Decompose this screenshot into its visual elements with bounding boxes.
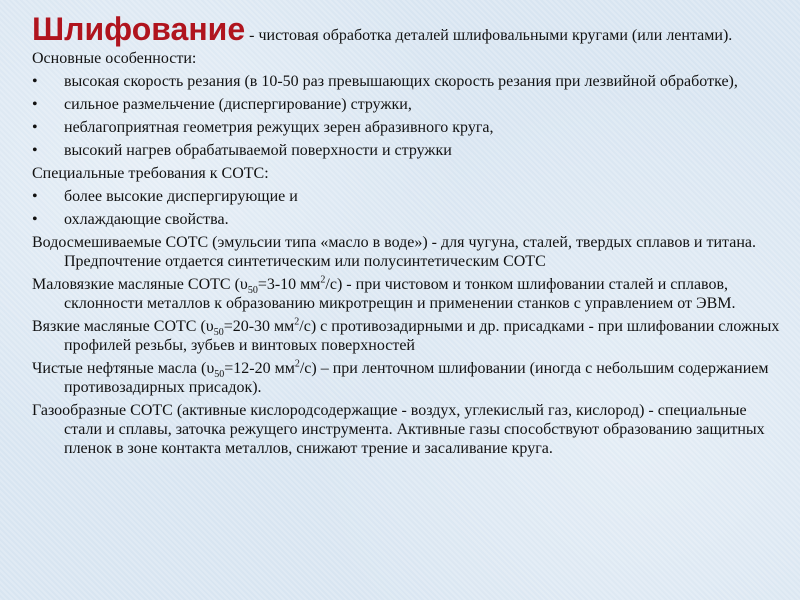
bullet-icon: • (32, 96, 38, 113)
slide-title: Шлифование (32, 11, 246, 47)
requirements-heading: Специальные требования к СОТС: (32, 165, 269, 182)
list-item: • охлаждающие свойства. (32, 211, 229, 228)
bullet-icon: • (32, 142, 38, 159)
pure-oil-paragraph: Чистые нефтяные масла ($\upsilon_{50}=12-20$ $мм^2/с$) – при ленточном шлифовании (иногда с небольшим содержанием противозадирных присадок). (32, 358, 769, 396)
water-mix-paragraph: Водосмешиваемые СОТС (эмульсии типа «масло в воде») - для чугуна, сталей, твердых сплавов и титана. Предпочтение отдается синтетическим или полусинтетическим СОТС (32, 234, 756, 270)
list-item: • высокий нагрев обрабатываемой поверхности и стружки (32, 142, 452, 159)
bullet-icon: • (32, 211, 38, 228)
list-item: • высокая скорость резания (в 10-50 раз превышающих скорость резания при лезвийной обработке), (32, 73, 738, 90)
bullet-icon: • (32, 73, 38, 90)
bullet-icon: • (32, 188, 38, 205)
title-definition: - чистовая обработка деталей шлифовальными кругами (или лентами). (245, 27, 733, 44)
gas-paragraph: Газообразные СОТС (активные кислородсодержащие - воздух, углекислый газ, кислород) - специальные стали и сплавы, заточка режущего инструмента. Активные газы способствуют образованию защитных пленок в зоне контакта металлов, снижают трение и засаливание круга. (32, 402, 765, 457)
list-item: • неблагоприятная геометрия режущих зерен абразивного круга, (32, 119, 494, 136)
features-heading: Основные особенности: (32, 50, 197, 67)
bullet-icon: • (32, 119, 38, 136)
title-line (32, 11, 780, 47)
list-item: • более высокие диспергирующие и (32, 188, 298, 205)
low-viscosity-paragraph: Маловязкие масляные СОТС ($\upsilon_{50}=3-10$ $мм^2/с$) - при чистовом и тонком шлифовании сталей и сплавов, склонности металлов к образованию микротрещин и применении станков с управлением от ЭВМ. (32, 274, 736, 312)
high-viscosity-paragraph: Вязкие масляные СОТС ($\upsilon_{50}=20-30$ $мм^2/с$) с противозадирными и др. присадками - при шлифовании сложных профилей резьбы, зубьев и винтовых поверхностей (32, 316, 780, 354)
list-item: • сильное размельчение (диспергирование) стружки, (32, 96, 412, 113)
